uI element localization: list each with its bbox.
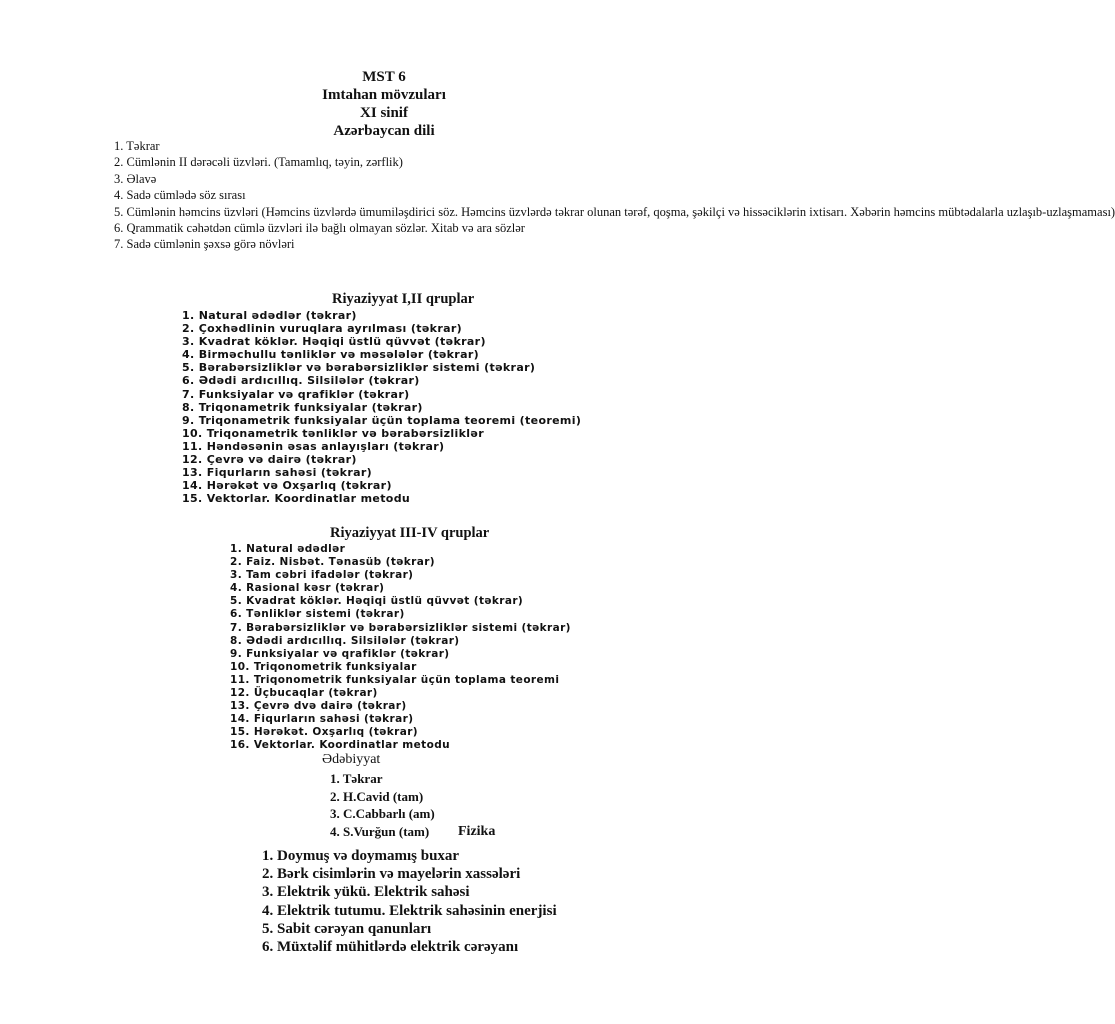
list-item: 16. Vektorlar. Koordinatlar metodu [230, 739, 450, 752]
section-title-edebiyyat: Ədəbiyyat [322, 752, 381, 767]
list-item: 2. Cümlənin II dərəcəli üzvləri. (Tamamlıq, təyin, zərflik) [114, 155, 403, 170]
list-item: 15. Hərəkət. Oxşarlıq (təkrar) [230, 726, 418, 739]
list-item: 4. Sadə cümlədə söz sırası [114, 188, 246, 203]
azerbaycan-dili-list [114, 138, 1115, 253]
list-item: 6. Ədədi ardıcıllıq. Silsilələr (təkrar) [182, 374, 420, 388]
list-item: 6. Müxtəlif mühitlərdə elektrik cərəyanı [262, 939, 519, 956]
list-item: 8. Triqonametrik funksiyalar (təkrar) [182, 400, 423, 414]
list-item: 2. Çoxhədlinin vuruqlara ayrılması (təkrar) [182, 322, 463, 336]
list-item: 2. H.Cavid (tam) [330, 788, 424, 804]
list-item: 7. Sadə cümlənin şəxsə görə növləri [114, 237, 295, 252]
document-code: MST 6 [362, 69, 406, 85]
list-item: 9. Triqonametrik funksiyalar üçün toplama teoremi (teoremi) [182, 413, 582, 427]
list-item: 8. Ədədi ardıcıllıq. Silsilələr (təkrar) [230, 634, 460, 647]
riyaziyyat-3-4-list [230, 543, 571, 753]
list-item: 1. Natural ədədlər [230, 543, 346, 555]
list-item: 9. Funksiyalar və qrafiklər (təkrar) [230, 647, 450, 660]
section-title-riyaziyyat-1-2: Riyaziyyat I,II qruplar [332, 291, 475, 307]
list-item: 4. Birməchullu tənliklər və məsələlər (təkrar) [182, 348, 480, 362]
list-item: 4. Elektrik tutumu. Elektrik sahəsinin enerjisi [262, 902, 557, 919]
list-item: 10. Triqonametrik tənliklər və bərabərsizliklər [182, 426, 484, 440]
list-item: 14. Fiqurların sahəsi (təkrar) [230, 713, 414, 726]
list-item: 15. Vektorlar. Koordinatlar metodu [182, 492, 411, 506]
list-item: 13. Fiqurların sahəsi (təkrar) [182, 466, 373, 480]
list-item: 6. Qrammatik cəhətdən cümlə üzvləri ilə bağlı olmayan sözlər. Xitab və ara sözlər [114, 221, 525, 236]
fizika-list [262, 847, 557, 956]
list-item: 11. Həndəsənin əsas anlayışları (təkrar) [182, 439, 445, 453]
list-item: 14. Hərəkət və Oxşarlıq (təkrar) [182, 479, 392, 493]
section-title-fizika: Fizika [458, 824, 496, 839]
list-item: 11. Triqonometrik funksiyalar üçün toplama teoremi [230, 673, 560, 686]
section-title-riyaziyyat-3-4: Riyaziyyat III-IV qruplar [330, 525, 490, 541]
list-item: 10. Triqonometrik funksiyalar [230, 660, 417, 673]
document-subject: Imtahan mövzuları [322, 87, 446, 103]
list-item: 12. Üçbucaqlar (təkrar) [230, 687, 378, 700]
list-item: 3. Kvadrat köklər. Həqiqi üstlü qüvvət (təkrar) [182, 335, 486, 349]
riyaziyyat-1-2-list [182, 309, 581, 505]
list-item: 7. Bərabərsizliklər və bərabərsizliklər sistemi (təkrar) [230, 621, 571, 634]
list-item: 13. Çevrə dvə dairə (təkrar) [230, 700, 407, 713]
list-item: 4. Rasional kəsr (təkrar) [230, 582, 385, 595]
edebiyyat-list [330, 770, 435, 840]
list-item: 6. Tənliklər sistemi (təkrar) [230, 608, 405, 621]
list-item: 1. Təkrar [114, 139, 160, 153]
list-item: 5. Sabit cərəyan qanunları [262, 920, 432, 937]
list-item: 2. Faiz. Nisbət. Tənasüb (təkrar) [230, 556, 435, 569]
list-item: 3. Tam cəbri ifadələr (təkrar) [230, 569, 414, 582]
list-item: 4. S.Vurğun (tam) [330, 823, 430, 839]
section-title-azerbaycan-dili: Azərbaycan dili [333, 123, 435, 139]
list-item: 12. Çevrə və dairə (təkrar) [182, 453, 357, 467]
list-item: 3. Elektrik yükü. Elektrik sahəsi [262, 884, 470, 901]
list-item: 3. C.Cabbarlı (am) [330, 806, 435, 821]
list-item: 7. Funksiyalar və qrafiklər (təkrar) [182, 387, 410, 401]
list-item: 1. Doymuş və doymamış buxar [262, 848, 460, 864]
list-item: 3. Əlavə [114, 171, 157, 186]
list-item: 1. Təkrar [330, 771, 383, 786]
list-item: 5. Bərabərsizliklər və bərabərsizliklər sistemi (təkrar) [182, 361, 536, 375]
list-item: 1. Natural ədədlər (təkrar) [182, 309, 357, 322]
list-item: 2. Bərk cisimlərin və mayelərin xassələri [262, 866, 521, 883]
document-header [0, 68, 768, 140]
document-grade: XI sinif [360, 105, 408, 121]
list-item: 5. Kvadrat köklər. Həqiqi üstlü qüvvət (təkrar) [230, 595, 524, 608]
list-item: 5. Cümlənin həmcins üzvləri (Həmcins üzvlərdə ümumiləşdirici söz. Həmcins üzvlərdə təkrar olunan tərəf, qoşma, şəkilçi və hissəciklərin ixtisarı. Xəbərin həmcins mübtədalarla uzlaşıb-uzlaşmaması) [114, 204, 1115, 219]
